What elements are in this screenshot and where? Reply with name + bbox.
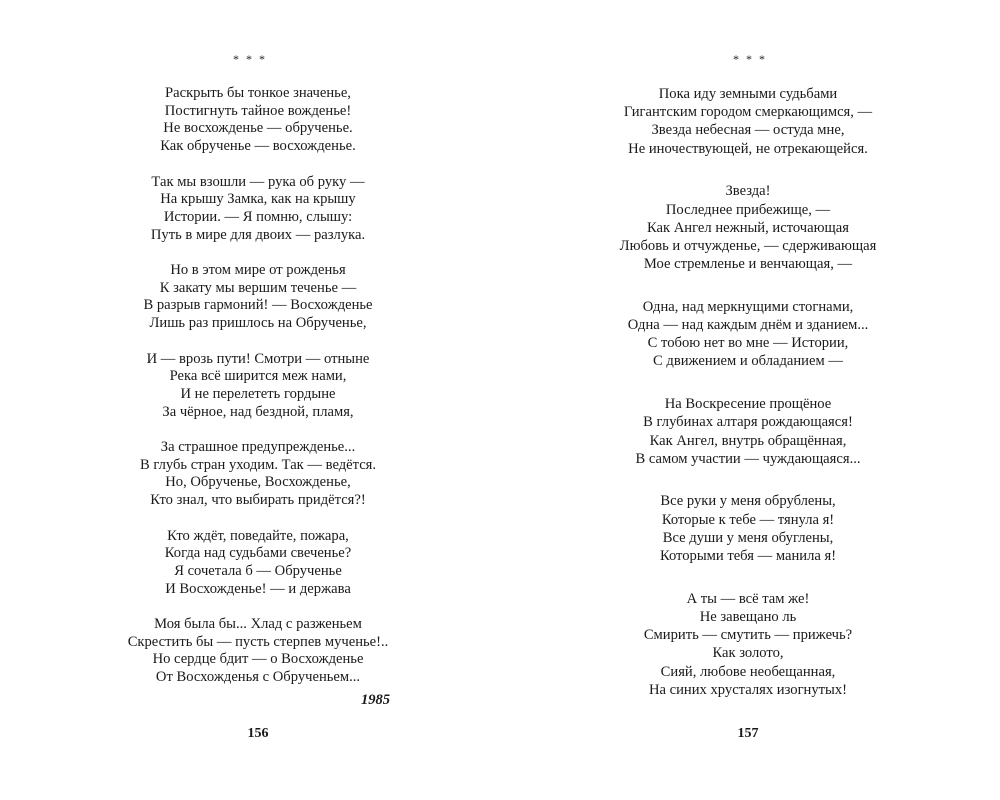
stanza: [8, 262, 508, 333]
verse-line: Лишь раз пришлось на Обрученье,: [149, 315, 367, 332]
verse-line: И не перелететь гордыне: [180, 385, 336, 402]
verse-line: За чёрное, над бездной, пламя,: [162, 403, 354, 420]
verse-line: Все руки у меня обрублены,: [660, 493, 836, 510]
verse-line: Звезда небесная — остуда мне,: [651, 122, 845, 139]
verse-line: Не завещано ль: [699, 608, 797, 625]
verse-line: А ты — всё там же!: [686, 590, 810, 607]
verse-line: Я сочетала б — Обрученье: [174, 562, 342, 579]
verse-line: С тобою нет во мне — Истории,: [647, 335, 849, 352]
verse-line: Река всё ширится меж нами,: [169, 368, 347, 385]
stanza: [8, 85, 508, 156]
verse-line: Смирить — смутить — прижечь?: [643, 627, 853, 644]
verse-line: Но сердце бдит — о Восхожденье: [152, 651, 364, 668]
verse-line: Кто ждёт, поведайте, пожара,: [167, 527, 349, 544]
verse-line: Любовь и отчужденье, — сдерживающая: [619, 237, 877, 254]
stanza: [8, 528, 508, 599]
verse-line: Раскрыть бы тонкое значенье,: [165, 85, 351, 101]
verse-line: Звезда!: [725, 183, 771, 200]
stanza: [8, 174, 508, 245]
verse-line: Мое стремленье и венчающая, —: [643, 256, 853, 273]
verse-line: Пока иду земными судьбами: [658, 86, 838, 102]
stanza: [498, 85, 998, 158]
verse-line: На синих хрусталях изогнутых!: [648, 681, 847, 698]
verse-line: От Восхожденья с Обрученьем...: [155, 669, 361, 686]
page-number: 156: [247, 726, 269, 741]
verse-line: Как обрученье — восхожденье.: [160, 138, 356, 155]
verse-line: И — врозь пути! Смотри — отныне: [146, 350, 370, 367]
verse-line: И Восхожденье! — и держава: [165, 580, 351, 597]
right-page: [500, 0, 1000, 800]
verse-line: На крышу Замка, как на крышу: [160, 191, 356, 208]
poem: [498, 85, 998, 723]
verse-line: Скрестить бы — пусть стерпев мученье!..: [127, 633, 389, 650]
verse-line: Путь в мире для двоих — разлука.: [150, 226, 366, 243]
stanza: [498, 298, 998, 371]
verse-line: За страшное предупрежденье...: [160, 439, 356, 455]
verse-line: Но в этом мире от рожденья: [170, 262, 346, 278]
verse-line: С движением и обладанием —: [653, 353, 843, 370]
verse-line: Кто знал, что выбирать придётся?!: [150, 492, 366, 509]
verse-line: Не иночествующей, не отрекающейся.: [628, 140, 868, 157]
verse-line: Одна — над каждым днём и зданием...: [627, 317, 869, 334]
stanza: [8, 351, 508, 422]
stanza: [498, 182, 998, 273]
stanza: [8, 439, 508, 510]
verse-line: В разрыв гармоний! — Восхожденье: [143, 297, 373, 314]
verse-line: Как Ангел, внутрь обращённая,: [649, 432, 847, 449]
stanza: [8, 616, 508, 687]
page-number: 157: [737, 726, 759, 741]
verse-line: Не восхожденье — обрученье.: [163, 120, 353, 137]
verse-line: Все души у меня обуглены,: [662, 529, 834, 546]
verse-line: Истории. — Я помню, слышу:: [163, 208, 353, 225]
verse-line: В глубинах алтаря рождающаяся!: [643, 414, 853, 431]
verse-line: К закату мы вершим теченье —: [159, 279, 357, 296]
verse-line: В самом участии — чуждающаяся...: [635, 450, 861, 467]
verse-line: Последнее прибежище, —: [665, 201, 831, 218]
verse-line: Когда над судьбами свеченье?: [164, 545, 352, 562]
section-separator: * * *: [733, 52, 767, 66]
verse-line: Которыми тебя — манила я!: [659, 548, 837, 565]
stanza: [498, 590, 998, 699]
poem: [8, 85, 508, 705]
verse-line: Моя была бы... Хлад с разженьем: [154, 616, 362, 632]
verse-line: В глубь стран уходим. Так — ведётся.: [139, 456, 377, 473]
stanza: [498, 492, 998, 565]
verse-line: Гигантским городом смеркающимся, —: [623, 104, 873, 121]
verse-line: Так мы взошли — рука об руку —: [151, 173, 365, 190]
verse-line: Но, Обрученье, Восхожденье,: [165, 474, 351, 491]
verse-line: Как золото,: [712, 645, 784, 662]
verse-line: Одна, над меркнущими стогнами,: [642, 298, 854, 315]
poem-date: 1985: [361, 692, 390, 708]
verse-line: Которые к тебе — тянула я!: [661, 511, 835, 528]
verse-line: Как Ангел нежный, источающая: [647, 219, 849, 236]
verse-line: На Воскресение прощёное: [664, 396, 832, 413]
stanza: [498, 395, 998, 468]
verse-line: Сияй, любове необещанная,: [660, 663, 836, 680]
section-separator: * * *: [233, 52, 267, 66]
verse-line: Постигнуть тайное вожденье!: [164, 102, 352, 119]
